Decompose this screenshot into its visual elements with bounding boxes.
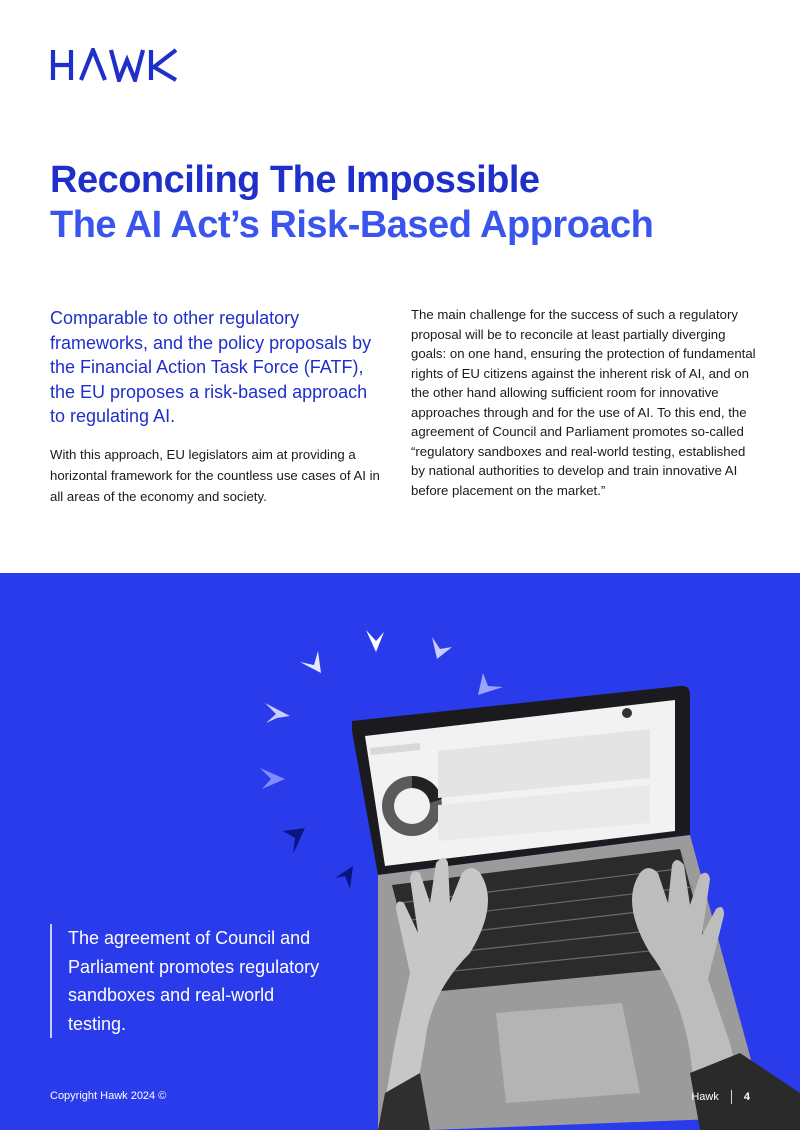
right-body-paragraph: The main challenge for the success of such a regulatory proposal will be to reconcile at least partially diverging goals: on one hand, ensuring the protection of fundamental rights of EU citizens against the inherent risk of AI, and on the other hand allowing sufficient room for innovative approaches through and for the use of AI. To this end, the agreement of Council and Parliament promotes so-called “regulatory sandboxes and real-world testing, established by national authorities to develop and train innovative AI before placement on the market.” <box>411 307 756 498</box>
page-title <box>50 158 770 248</box>
footer-brand: Hawk <box>691 1091 719 1103</box>
title-line-1: Reconciling The Impossible <box>50 159 540 201</box>
pull-quote <box>50 924 330 1038</box>
laptop-illustration <box>0 573 800 1130</box>
left-body-paragraph: With this approach, EU legislators aim at providing a horizontal framework for the countless use cases of AI in all areas of the economy and society. <box>50 447 380 504</box>
pull-quote-text: The agreement of Council and Parliament promotes regulatory sandboxes and real-world testing. <box>68 928 320 1034</box>
footer-right <box>691 1090 750 1104</box>
lead-paragraph: Comparable to other regulatory frameworks, and the policy proposals by the Financial Action Task Force (FATF), the EU proposes a risk-based approach to regulating AI. <box>50 308 372 426</box>
copyright-notice: Copyright Hawk 2024 © <box>50 1090 167 1102</box>
title-line-2: The AI Act’s Risk-Based Approach <box>50 204 654 246</box>
hawk-logo <box>50 48 178 82</box>
footer-divider <box>731 1090 732 1104</box>
page-number: 4 <box>743 1091 750 1103</box>
